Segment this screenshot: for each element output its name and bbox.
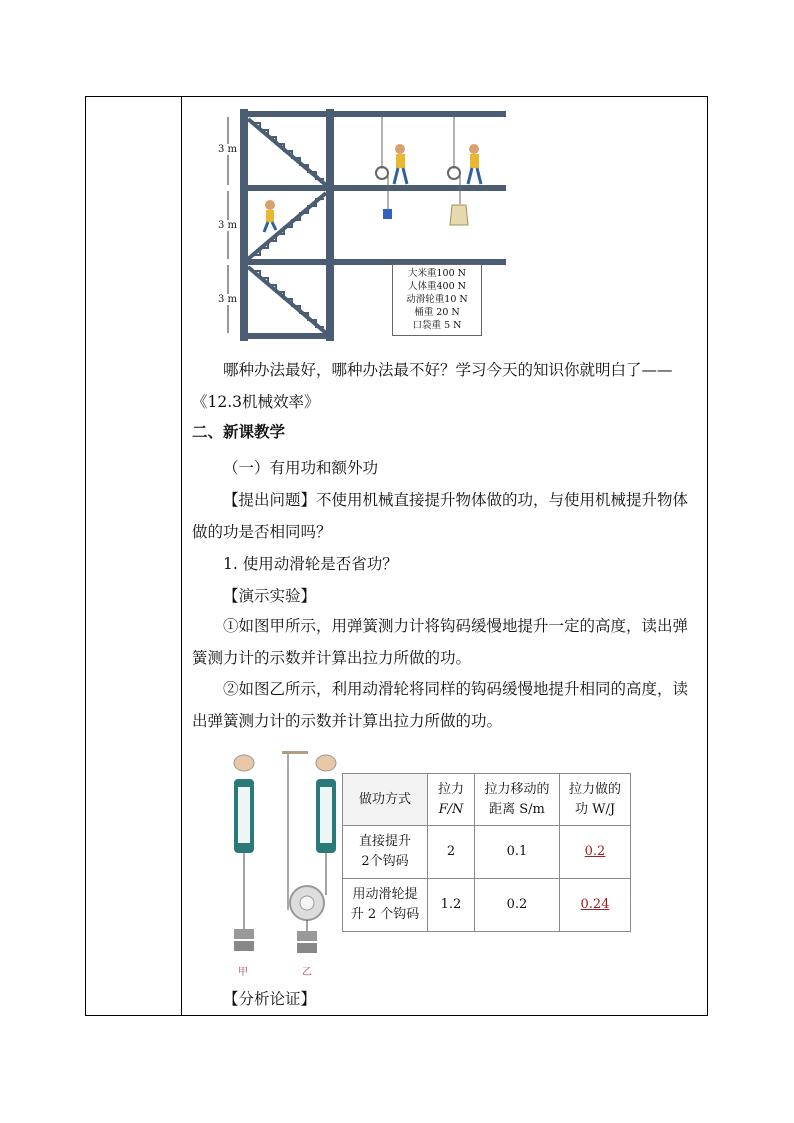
info-line: 人体重400 N <box>408 281 466 292</box>
step1-line1: ①如图甲所示，用弹簧测力计将钩码缓慢地提升一定的高度，读出弹 <box>223 617 689 635</box>
distance-cell: 0.1 <box>475 826 560 879</box>
method-cell: 直接提升 2个钩码 <box>343 826 428 879</box>
step2-line2: 出弹簧测力计的示数并计算出拉力所做的功。 <box>192 712 503 730</box>
question-line1: 【提出问题】不使用机械直接提升物体做的功，与使用机械提升物体 <box>223 491 689 509</box>
subsection-heading: （一）有用功和额外功 <box>223 459 379 477</box>
section-heading: 二、新课教学 <box>192 422 286 441</box>
experiment-table <box>342 773 631 932</box>
item-heading: 1. 使用动滑轮是否省功？ <box>223 555 398 573</box>
header-cell: 做功方式 <box>343 774 428 826</box>
content-cell <box>182 97 707 1015</box>
analysis-heading: 【分析论证】 <box>223 990 317 1008</box>
header-cell: 拉力移动的 距离 S/m <box>475 774 560 826</box>
force-cell: 2 <box>428 826 475 879</box>
work-cell: 0.2 <box>560 826 631 879</box>
height-label: 3 m <box>218 294 238 305</box>
height-label: 3 m <box>218 220 238 231</box>
step1-line2: 簧测力计的示数并计算出拉力所做的功。 <box>192 649 472 667</box>
info-line: 大米重100 N <box>408 268 466 279</box>
intro-paragraph-line2: 《12.3机械效率》 <box>192 393 320 411</box>
demo-heading: 【演示实验】 <box>223 587 317 605</box>
work-cell: 0.24 <box>560 879 631 932</box>
distance-cell: 0.2 <box>475 879 560 932</box>
method-cell: 用动滑轮提 升 2 个钩码 <box>343 879 428 932</box>
step2-line1: ②如图乙所示，利用动滑轮将同样的钩码缓慢地提升相同的高度，读 <box>223 680 689 698</box>
info-line: 桶重 20 N <box>414 307 460 318</box>
table-row <box>343 879 631 932</box>
figure-label-a: 甲 <box>238 967 248 978</box>
table-header-row <box>343 774 631 826</box>
figure-label-b: 乙 <box>302 967 312 978</box>
table-row <box>343 826 631 879</box>
force-cell: 1.2 <box>428 879 475 932</box>
header-cell: 拉力做的 功 W/J <box>560 774 631 826</box>
info-line: 口袋重 5 N <box>412 320 462 331</box>
info-line: 动滑轮重10 N <box>406 294 468 305</box>
header-cell: 拉力 F/N <box>428 774 475 826</box>
height-label: 3 m <box>218 144 238 155</box>
spring-scale-figure <box>220 745 350 977</box>
lesson-table <box>85 96 708 1016</box>
weights-info-box <box>392 264 482 336</box>
intro-paragraph-line1: 哪种办法最好，哪种办法最不好？学习今天的知识你就明白了—— <box>223 361 673 379</box>
question-line2: 做的功是否相同吗？ <box>192 523 332 541</box>
